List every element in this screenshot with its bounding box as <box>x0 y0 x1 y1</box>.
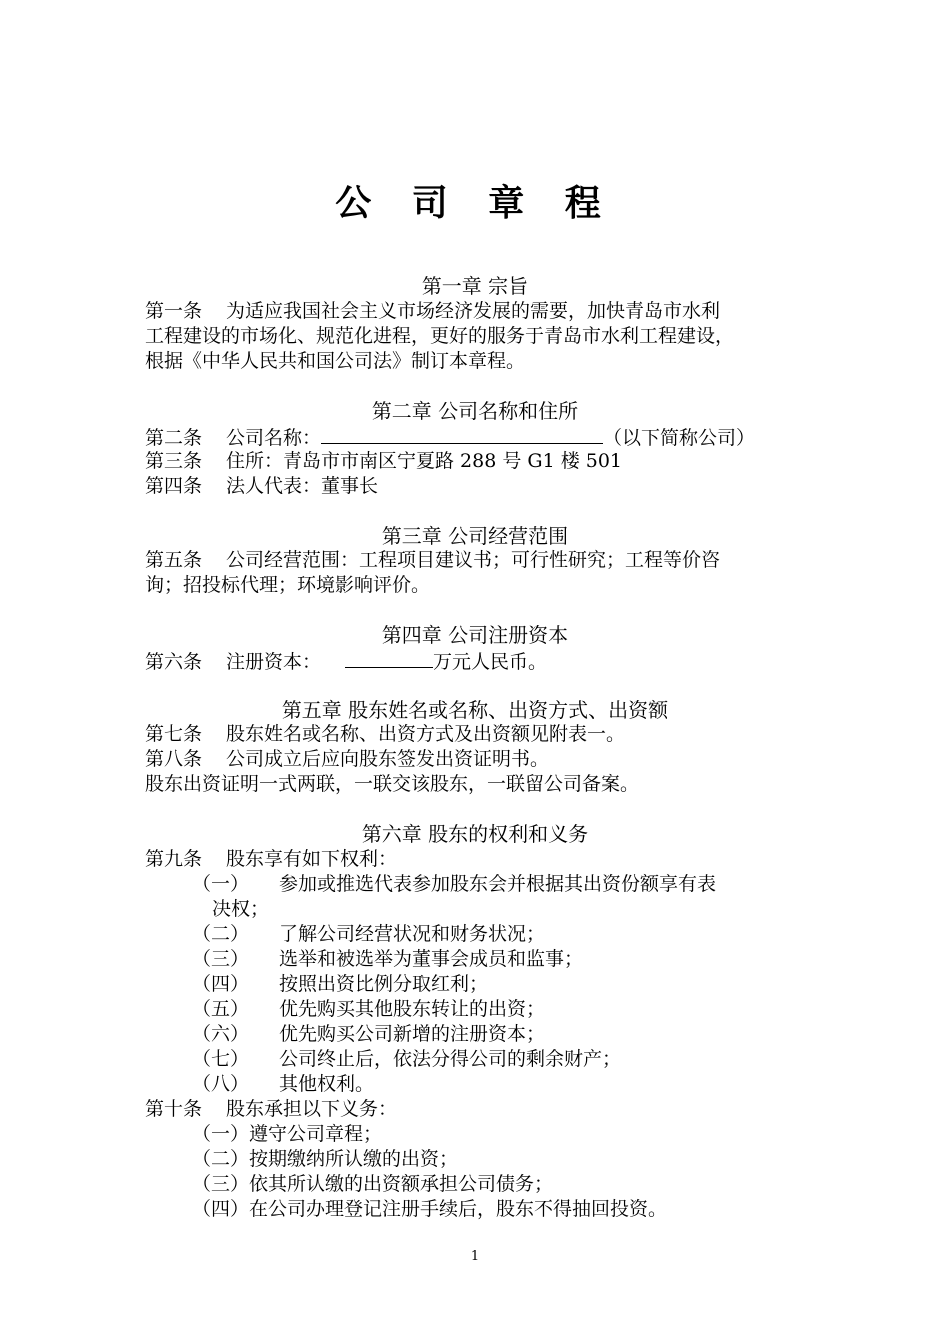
article-4-label: 第四条 <box>145 475 203 497</box>
article-9-line <box>145 847 397 872</box>
document-title: 公 司 章 程 <box>335 183 615 224</box>
article-5-line-2: 询；招投标代理；环境影响评价。 <box>145 574 431 596</box>
right-item-text: 公司终止后，依法分得公司的剩余财产； <box>279 1048 622 1070</box>
right-item-4 <box>192 972 488 997</box>
article-5-line-1 <box>145 548 720 573</box>
article-5-text: 公司经营范围：工程项目建议书；可行性研究；工程等价咨 <box>226 549 721 571</box>
article-4-text: 法人代表：董事长 <box>226 475 379 497</box>
right-item-number: （四） <box>192 973 250 995</box>
chapter-5-heading: 第五章 股东姓名或名称、出资方式、出资额 <box>281 698 669 722</box>
article-1-line-3: 根据《中华人民共和国公司法》制订本章程。 <box>145 350 526 372</box>
right-item-number: （八） <box>192 1073 250 1095</box>
article-3-line <box>145 449 622 474</box>
article-6-suffix: 万元人民币。 <box>433 651 548 673</box>
article-8-line-1 <box>145 747 549 772</box>
chapter-1-heading: 第一章 宗旨 <box>421 274 529 298</box>
right-item-number: （六） <box>192 1023 250 1045</box>
article-8-line-2: 股东出资证明一式两联，一联交该股东，一联留公司备案。 <box>145 773 640 795</box>
article-6-text: 注册资本： <box>226 651 322 673</box>
article-1-text: 为适应我国社会主义市场经济发展的需要，加快青岛市水利 <box>226 300 721 322</box>
article-4-line <box>145 474 378 499</box>
right-item-6 <box>192 1022 545 1047</box>
article-3-text: 住所：青岛市市南区宁夏路 288 号 G1 楼 501 <box>226 450 623 472</box>
article-6-line <box>145 648 547 675</box>
right-item-number: （二） <box>192 923 250 945</box>
page-number: 1 <box>470 1249 480 1264</box>
article-1-line-2: 工程建设的市场化、规范化进程，更好的服务于青岛市水利工程建设， <box>145 325 735 347</box>
article-2-text: 公司名称： <box>226 427 322 449</box>
article-1-line-1 <box>145 299 720 324</box>
right-item-2 <box>192 922 545 947</box>
right-item-8 <box>192 1072 374 1097</box>
article-2-label: 第二条 <box>145 427 203 449</box>
article-3-label: 第三条 <box>145 450 203 472</box>
article-7-label: 第七条 <box>145 723 203 745</box>
right-item-5 <box>192 997 545 1022</box>
right-item-number: （五） <box>192 998 250 1020</box>
article-9-text: 股东享有如下权利： <box>226 848 398 870</box>
chapter-3-heading: 第三章 公司经营范围 <box>381 524 569 548</box>
right-item-7 <box>192 1047 621 1072</box>
right-item-1-continued: 决权； <box>212 898 270 920</box>
duty-item-2: （二）按期缴纳所认缴的出资； <box>192 1148 459 1170</box>
duty-item-4: （四）在公司办理登记注册手续后，股东不得抽回投资。 <box>192 1198 668 1220</box>
article-6-label: 第六条 <box>145 651 203 673</box>
capital-blank <box>345 648 433 668</box>
duty-item-3: （三）依其所认缴的出资额承担公司债务； <box>192 1173 554 1195</box>
article-8-text: 公司成立后应向股东签发出资证明书。 <box>226 748 550 770</box>
right-item-text: 优先购买其他股东转让的出资； <box>279 998 546 1020</box>
article-2-line <box>145 424 755 451</box>
right-item-number: （七） <box>192 1048 250 1070</box>
right-item-1 <box>192 872 716 897</box>
right-item-text: 按照出资比例分取红利； <box>279 973 489 995</box>
right-item-text: 选举和被选举为董事会成员和监事； <box>279 948 584 970</box>
article-8-label: 第八条 <box>145 748 203 770</box>
right-item-text: 参加或推选代表参加股东会并根据其出资份额享有表 <box>279 873 717 895</box>
right-item-number: （一） <box>192 873 250 895</box>
duty-item-1: （一）遵守公司章程； <box>192 1123 383 1145</box>
article-5-label: 第五条 <box>145 549 203 571</box>
right-item-text: 其他权利。 <box>279 1073 375 1095</box>
company-name-blank <box>321 424 603 444</box>
article-9-label: 第九条 <box>145 848 203 870</box>
article-7-text: 股东姓名或名称、出资方式及出资额见附表一。 <box>226 723 626 745</box>
right-item-3 <box>192 947 583 972</box>
right-item-number: （三） <box>192 948 250 970</box>
chapter-6-heading: 第六章 股东的权利和义务 <box>361 822 589 846</box>
article-10-label: 第十条 <box>145 1098 203 1120</box>
chapter-2-heading: 第二章 公司名称和住所 <box>371 399 579 423</box>
article-10-text: 股东承担以下义务： <box>226 1098 398 1120</box>
article-7-line <box>145 722 625 747</box>
right-item-text: 优先购买公司新增的注册资本； <box>279 1023 546 1045</box>
chapter-4-heading: 第四章 公司注册资本 <box>381 623 569 647</box>
article-10-line <box>145 1097 397 1122</box>
right-item-text: 了解公司经营状况和财务状况； <box>279 923 546 945</box>
article-1-label: 第一条 <box>145 300 203 322</box>
article-2-suffix: （以下简称公司） <box>603 427 756 449</box>
